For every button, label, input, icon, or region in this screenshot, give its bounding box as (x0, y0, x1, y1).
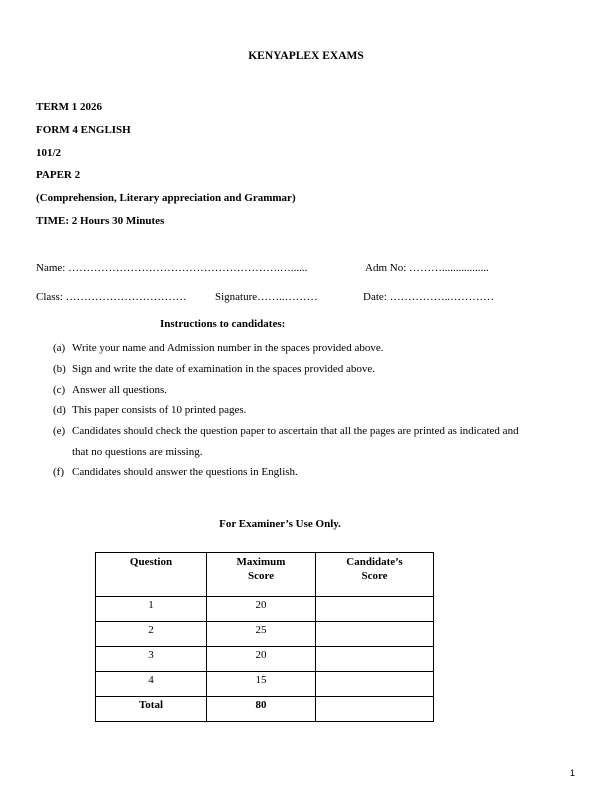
instruction-label: (c) (53, 384, 66, 396)
table-row (96, 622, 434, 647)
instruction-item (53, 466, 298, 478)
max-score-cell: 25 (207, 622, 316, 647)
page-number: 1 (570, 768, 576, 778)
instruction-label: (a) (53, 342, 66, 354)
question-cell: 3 (96, 647, 207, 672)
term-line: TERM 1 2026 (36, 101, 102, 113)
total-candidate-score-cell[interactable] (316, 697, 434, 722)
name-field[interactable]: Name: ………………………………………………….…...... (36, 262, 308, 274)
max-score-cell: 20 (207, 597, 316, 622)
instruction-continuation: that no questions are missing. (72, 446, 203, 458)
column-header-maximum-score: Maximum Score (207, 553, 316, 597)
paper-number: PAPER 2 (36, 169, 81, 181)
instruction-text: Write your name and Admission number in the spaces provided above. (72, 342, 384, 354)
max-score-cell: 20 (207, 647, 316, 672)
max-score-cell: 15 (207, 672, 316, 697)
paper-code: 101/2 (36, 147, 62, 159)
instruction-text: Answer all questions. (72, 384, 168, 396)
class-field[interactable]: Class: …………………………… (36, 291, 187, 303)
question-cell: 2 (96, 622, 207, 647)
candidate-score-cell[interactable] (316, 597, 434, 622)
instruction-label: (d) (53, 404, 66, 416)
date-field[interactable]: Date: ……………..………… (363, 291, 495, 303)
candidate-score-cell[interactable] (316, 622, 434, 647)
signature-field[interactable]: Signature……..……… (215, 291, 318, 303)
table-total-row (96, 697, 434, 722)
table-row (96, 672, 434, 697)
instruction-label: (e) (53, 425, 66, 437)
instruction-text: Candidates should check the question paper to ascertain that all the pages are printed as indicated and (72, 425, 519, 437)
question-cell: 1 (96, 597, 207, 622)
instruction-text: Candidates should answer the questions in English. (72, 466, 298, 478)
instruction-item (53, 384, 167, 396)
instruction-label: (b) (53, 363, 66, 375)
table-row (96, 597, 434, 622)
paper-subtitle: (Comprehension, Literary appreciation and Grammar) (36, 192, 296, 204)
adm-no-field[interactable]: Adm No: ………................. (365, 262, 489, 274)
table-row (96, 647, 434, 672)
form-line: FORM 4 ENGLISH (36, 124, 131, 136)
examiner-title: For Examiner’s Use Only. (219, 518, 341, 530)
instruction-text: This paper consists of 10 printed pages. (72, 404, 247, 416)
table-header-row (96, 553, 434, 597)
instruction-item (53, 363, 375, 375)
total-max-score: 80 (207, 697, 316, 722)
instruction-item (53, 404, 246, 416)
total-label: Total (96, 697, 207, 722)
question-cell: 4 (96, 672, 207, 697)
column-header-candidate-score: Candidate’s Score (316, 553, 434, 597)
candidate-score-cell[interactable] (316, 647, 434, 672)
instruction-item (53, 425, 519, 437)
instruction-item (53, 342, 383, 354)
column-header-question: Question (96, 553, 207, 597)
candidate-score-cell[interactable] (316, 672, 434, 697)
score-table (95, 552, 434, 722)
time-line: TIME: 2 Hours 30 Minutes (36, 215, 165, 227)
instruction-label: (f) (53, 466, 64, 478)
instructions-title: Instructions to candidates: (160, 318, 286, 330)
instruction-text: Sign and write the date of examination in the spaces provided above. (72, 363, 376, 375)
exam-title: KENYAPLEX EXAMS (248, 50, 364, 62)
